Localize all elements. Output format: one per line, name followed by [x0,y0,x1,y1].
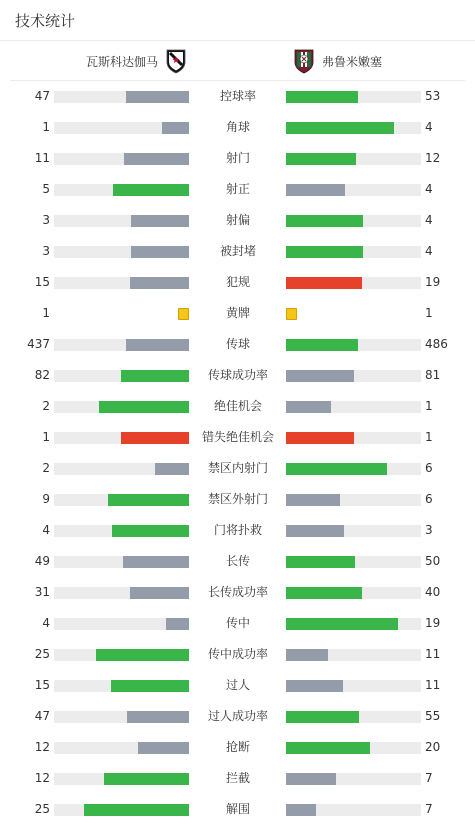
home-stat-bar-fill [126,91,189,103]
stat-label: 射门 [225,151,250,165]
stat-label: 黄牌 [225,306,250,320]
home-stat-bar-fill [131,215,189,227]
away-stat-value: 3 [425,523,433,537]
home-stat-bar-fill [138,742,189,754]
away-stat-bar-fill [286,246,363,258]
stat-label: 错失绝佳机会 [201,430,274,444]
home-stat-bar [54,804,189,816]
away-stat-bar [286,587,421,599]
home-stat-value: 47 [34,709,50,723]
away-stat-value: 1 [425,399,433,413]
away-stat-bar-fill [286,153,356,165]
home-stat-bar [54,494,189,506]
stat-row [0,670,475,701]
home-stat-bar [54,91,189,103]
home-stat-value: 2 [42,461,50,475]
stat-row [0,360,475,391]
stat-row [0,701,475,732]
home-stat-bar-fill [130,277,189,289]
home-stat-bar-fill [113,184,189,196]
home-stat-value: 5 [42,182,50,196]
away-stat-bar-fill [286,680,343,692]
home-stat-value: 47 [34,89,50,103]
away-stat-value: 11 [425,647,441,661]
home-stat-bar [54,773,189,785]
away-stat-value: 4 [425,244,433,258]
stat-label: 被封堵 [219,244,256,258]
home-stat-bar-fill [121,370,189,382]
home-stat-bar-fill [130,587,189,599]
home-stat-bar [54,184,189,196]
away-stat-bar [286,680,421,692]
away-stat-value: 19 [425,275,441,289]
page-title: 技术统计 [15,12,76,30]
away-stat-bar-fill [286,804,316,816]
home-stat-bar [54,680,189,692]
away-stat-value: 53 [425,89,441,103]
away-stat-bar-fill [286,618,398,630]
away-stat-value: 19 [425,616,441,630]
away-stat-value: 11 [425,678,441,692]
home-stat-value: 82 [34,368,50,382]
away-stat-bar-fill [286,432,354,444]
stat-label: 传中成功率 [207,647,268,661]
away-yellow-card-icon [286,308,297,320]
home-stat-value: 31 [34,585,50,599]
away-stat-bar [286,370,421,382]
home-stat-bar [54,432,189,444]
stats-list [0,81,475,825]
home-stat-value: 3 [42,244,50,258]
away-stat-value: 1 [425,306,433,320]
home-stat-bar-fill [162,122,189,134]
away-stat-bar-fill [286,215,363,227]
away-stat-bar-fill [286,91,358,103]
stat-row [0,453,475,484]
home-stat-value: 1 [42,430,50,444]
stat-label: 门将扑救 [213,523,262,537]
away-stat-value: 7 [425,771,433,785]
stat-label: 射偏 [225,213,250,227]
home-stat-bar-fill [84,804,189,816]
away-stat-bar [286,184,421,196]
stat-row [0,794,475,825]
stat-row [0,267,475,298]
away-team-crest-icon [292,48,316,74]
away-stat-bar-fill [286,277,362,289]
away-stat-bar-fill [286,463,387,475]
away-stat-bar [286,556,421,568]
stat-label: 过人成功率 [207,709,268,723]
home-stat-bar [54,711,189,723]
stat-label: 长传 [225,554,250,568]
away-stat-bar-fill [286,587,362,599]
stat-row [0,484,475,515]
away-stat-bar-fill [286,556,355,568]
away-team[interactable] [292,48,382,74]
home-team[interactable] [86,48,188,74]
away-stat-bar [286,525,421,537]
home-stat-value: 1 [42,120,50,134]
teams-bar [10,42,465,81]
stat-row [0,174,475,205]
away-stat-bar-fill [286,184,345,196]
stat-row [0,329,475,360]
home-stat-bar [54,525,189,537]
home-stat-value: 2 [42,399,50,413]
away-stat-value: 81 [425,368,441,382]
home-stat-bar-fill [96,649,189,661]
home-stat-value: 49 [34,554,50,568]
away-stat-value: 1 [425,430,433,444]
home-stat-value: 15 [34,275,50,289]
home-stat-bar [54,246,189,258]
home-stat-bar-fill [124,153,189,165]
home-stat-bar [54,587,189,599]
away-stat-value: 7 [425,802,433,816]
away-stat-value: 20 [425,740,441,754]
home-stat-value: 25 [34,647,50,661]
home-stat-bar-fill [111,680,189,692]
away-stat-bar [286,277,421,289]
home-stat-value: 15 [34,678,50,692]
home-stat-value: 3 [42,213,50,227]
home-team-name: 瓦斯科达伽马 [85,54,158,69]
home-stat-bar-fill [126,339,189,351]
stat-label: 角球 [225,120,250,134]
home-stat-value: 1 [42,306,50,320]
home-stat-bar [54,649,189,661]
away-stat-bar [286,122,421,134]
away-stat-value: 486 [425,337,448,351]
stat-row [0,81,475,112]
stat-row [0,546,475,577]
home-stat-value: 437 [27,337,50,351]
away-stat-bar [286,804,421,816]
stat-row [0,763,475,794]
home-yellow-card-icon [178,308,189,320]
home-stat-bar [54,463,189,475]
away-stat-value: 4 [425,213,433,227]
away-stat-bar-fill [286,649,328,661]
stat-label: 传球成功率 [207,368,268,382]
home-stat-bar [54,339,189,351]
home-stat-bar-fill [123,556,189,568]
away-stat-bar-fill [286,773,336,785]
away-stat-value: 12 [425,151,441,165]
away-stat-bar [286,494,421,506]
stat-row [0,143,475,174]
away-stat-bar-fill [286,401,331,413]
away-stat-bar [286,432,421,444]
home-stat-bar [54,618,189,630]
stat-label: 禁区内射门 [207,461,268,475]
stats-header [0,0,475,41]
home-stat-bar [54,742,189,754]
home-stat-value: 12 [34,740,50,754]
home-stat-bar-fill [108,494,189,506]
home-stat-bar-fill [127,711,189,723]
home-stat-bar-fill [121,432,189,444]
away-stat-bar-fill [286,370,354,382]
stat-label: 禁区外射门 [207,492,268,506]
home-team-crest-icon [164,48,188,74]
away-stat-bar [286,339,421,351]
away-stat-bar [286,401,421,413]
stat-label: 过人 [225,678,250,692]
home-stat-value: 25 [34,802,50,816]
home-stat-bar-fill [99,401,189,413]
away-stat-bar [286,91,421,103]
away-stat-value: 6 [425,492,433,506]
home-stat-bar-fill [166,618,189,630]
stat-label: 传中 [225,616,250,630]
away-stat-value: 55 [425,709,441,723]
home-stat-bar [54,122,189,134]
away-stat-value: 40 [425,585,441,599]
away-stat-bar [286,649,421,661]
stat-row [0,236,475,267]
home-stat-value: 11 [34,151,50,165]
away-stat-bar-fill [286,711,359,723]
stat-row [0,391,475,422]
stat-row [0,422,475,453]
stat-label: 绝佳机会 [213,399,262,413]
home-stat-bar [54,556,189,568]
stat-row [0,608,475,639]
stat-label: 传球 [225,337,250,351]
stat-label: 犯规 [225,275,250,289]
home-stat-value: 12 [34,771,50,785]
away-stat-bar-fill [286,742,370,754]
away-stat-bar-fill [286,339,358,351]
stat-label: 长传成功率 [207,585,268,599]
stat-row [0,298,475,329]
stat-row [0,639,475,670]
stat-label: 控球率 [219,89,256,103]
away-stat-bar [286,773,421,785]
away-stat-bar-fill [286,494,340,506]
stat-row [0,732,475,763]
home-stat-value: 9 [42,492,50,506]
away-stat-value: 4 [425,120,433,134]
away-stat-bar [286,153,421,165]
away-stat-value: 4 [425,182,433,196]
away-stat-bar-fill [286,525,344,537]
away-stat-bar [286,215,421,227]
home-stat-bar [54,277,189,289]
away-stat-bar-fill [286,122,394,134]
stat-label: 解围 [225,802,250,816]
home-stat-bar-fill [104,773,189,785]
away-stat-bar [286,463,421,475]
away-stat-bar [286,246,421,258]
stat-label: 抢断 [225,740,250,754]
home-stat-bar [54,401,189,413]
stat-label: 拦截 [225,771,250,785]
stat-row [0,112,475,143]
stat-row [0,205,475,236]
away-stat-value: 50 [425,554,441,568]
away-stat-value: 6 [425,461,433,475]
home-stat-bar [54,153,189,165]
home-stat-value: 4 [42,523,50,537]
stat-label: 射正 [225,182,250,196]
stat-row [0,577,475,608]
away-stat-bar [286,618,421,630]
home-stat-bar [54,370,189,382]
away-team-name: 弗鲁米嫩塞 [322,54,383,69]
home-stat-bar-fill [131,246,189,258]
home-stat-value: 4 [42,616,50,630]
home-stat-bar-fill [112,525,189,537]
stat-row [0,515,475,546]
home-stat-bar [54,215,189,227]
home-stat-bar-fill [155,463,189,475]
away-stat-bar [286,711,421,723]
away-stat-bar [286,742,421,754]
